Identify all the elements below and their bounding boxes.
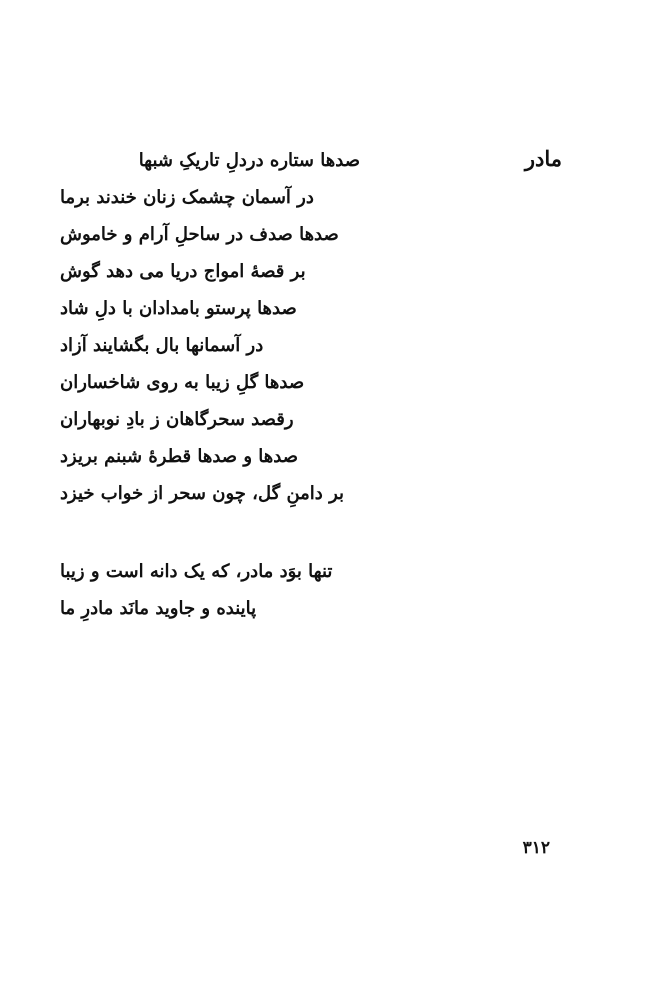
page-number: ۳۱۲ bbox=[522, 838, 550, 858]
poem-line: تنها بوَد مادر، که یک دانه است و زیبا bbox=[60, 561, 333, 582]
poem-line: صدها پرستو بامدادان با دلِ شاد bbox=[60, 298, 297, 319]
poem-line: در آسمان چشمک زنان خندند برما bbox=[60, 187, 314, 208]
poem-line: صدها صدف در ساحلِ آرام و خاموش bbox=[60, 224, 339, 245]
stanza-2 bbox=[60, 557, 360, 631]
poem-line: بر دامنِ گل، چون سحر از خواب خیزد bbox=[60, 483, 345, 504]
poem-line: رقصد سحرگاهان ز بادِ نوبهاران bbox=[60, 409, 294, 430]
poem-body bbox=[60, 146, 360, 631]
poem-line: پاینده و جاوید مانَد مادرِ ما bbox=[60, 598, 257, 619]
poem-line: صدها ستاره دردلِ تاریکِ شبها bbox=[138, 150, 360, 171]
poem-line: بر قصهٔ امواج دریا می دهد گوش bbox=[60, 261, 306, 282]
poem-line: صدها و صدها قطرهٔ شبنم بریزد bbox=[60, 446, 298, 467]
stanza-1 bbox=[60, 146, 360, 516]
poem-line: صدها گلِ زیبا به روی شاخساران bbox=[60, 372, 305, 393]
poem-line: در آسمانها بال بگشایند آزاد bbox=[60, 335, 264, 356]
stanza-gap bbox=[60, 516, 360, 557]
poem-title: مادر bbox=[524, 146, 562, 171]
